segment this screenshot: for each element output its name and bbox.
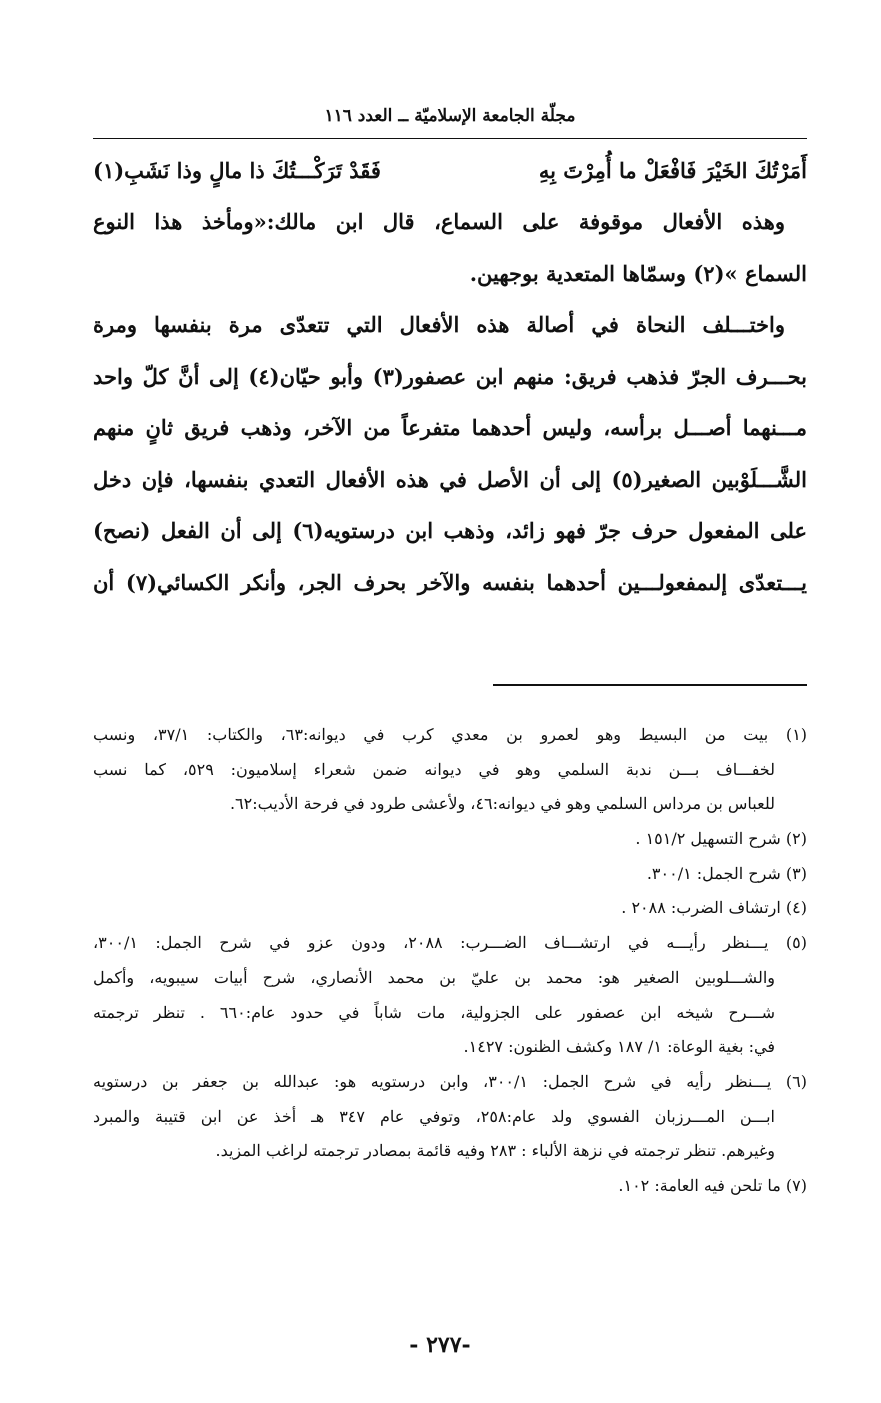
footnote-line: (٣) شرح الجمل: ٣٠٠/١. <box>646 863 807 883</box>
body-line: السماع »(٢) وسمّاها المتعدية بوجهين. <box>469 260 807 286</box>
footnote-line: وغيرهم. تنظر ترجمته في نزهة الألباء : ٢٨٣ وفيه قائمة بمصادر ترجمته لراغب المزيد. <box>215 1141 775 1161</box>
footnote-separator <box>493 684 807 686</box>
footnotes <box>93 718 807 1204</box>
body-line: يـــتعدّى إلىمفعولـــين أحدهما بنفسه والآخر بحرف الجر، وأنكر الكسائي(٧) أن <box>93 569 807 595</box>
footnote-line: (٧) ما تلحن فيه العامة: ١٠٢. <box>618 1175 807 1195</box>
footnote-line: شـــرح شيخه ابن عصفور على الجزولية، مات شاباً في حدود عام:٦٦٠ . تنظر ترجمته <box>93 1002 776 1022</box>
body-line: واختـــلف النحاة في أصالة هذه الأفعال التي تتعدّى مرة بنفسها ومرة <box>93 312 785 337</box>
body-line: وهذه الأفعال موقوفة على السماع، قال ابن مالك:«ومأخذ هذا النوع <box>93 209 785 234</box>
footnote-line: والشـــلوبين الصغير هو: محمد بن عليّ بن محمد الأنصاري، شرح أبيات سيبويه، وأكمل <box>93 967 775 987</box>
footnote-line: للعباس بن مرداس السلمي وهو في ديوانه:٤٦، ولأعشى طرود في فرحة الأديب:٦٢. <box>229 794 775 814</box>
footnote-line: في: بغية الوعاة: ١/ ١٨٧ وكشف الظنون: ١٤٢٧. <box>463 1037 775 1057</box>
footnote-line: (٦) يـــنظر رأيه في شرح الجمل: ٣٠٠/١، وابن درستويه هو: عبدالله بن جعفر بن درستويه <box>93 1071 807 1091</box>
body-text <box>93 196 807 608</box>
page-number: -٢٧٧ - <box>409 1332 471 1358</box>
body-line: الشَّـــلَوْبين الصغير(٥) إلى أن الأصل في هذه الأفعال التعدي بنفسها، فإن دخل <box>93 466 807 492</box>
verse-second-hemistich: فَقَدْ تَرَكْـــتُكَ ذا مالٍ وذا نَشَبِ(١) <box>93 158 381 183</box>
footnote-line: (١) بيت من البسيط وهو لعمرو بن معدي كرب في ديوانه:٦٣، والكتاب: ٣٧/١، ونسب <box>93 725 807 744</box>
running-header: مجلّة الجامعة الإسلاميّة ــ العدد ١١٦ <box>324 106 576 126</box>
footnote-line: (٥) يـــنظر رأيـــه في ارتشـــاف الضـــرب: ٢٠٨٨، ودون عزو في شرح الجمل: ٣٠٠/١، <box>93 933 807 953</box>
footnote-line: لخفـــاف بـــن ندبة السلمي وهو في ديوانه ضمن شعراء إسلاميون: ٥٢٩، كما نسب <box>93 759 775 779</box>
footnote-line: (٤) ارتشاف الضرب: ٢٠٨٨ . <box>621 898 807 918</box>
verse-first-hemistich: أَمَرْتُكَ الخَيْرَ فَافْعَلْ ما أُمِرْتَ بِهِ <box>538 158 807 183</box>
body-line: على المفعول حرف جرّ فهو زائد، وذهب ابن درستويه(٦) إلى أن الفعل (نصح) <box>93 518 807 543</box>
body-line: بحـــرف الجرّ فذهب فريق: منهم ابن عصفور(٣) وأبو حيّان(٤) إلى أنَّ كلّ واحد <box>93 363 807 389</box>
poetry-verse <box>93 146 807 196</box>
footnote-line: (٢) شرح التسهيل ١٥١/٢ . <box>635 829 807 849</box>
header-rule <box>93 138 807 139</box>
footnote-line: ابـــن المـــرزبان الفسوي ولد عام:٢٥٨، وتوفي عام ٣٤٧ هـ أخذ عن ابن قتيبة والمبرد <box>93 1106 775 1126</box>
body-line: مـــنهما أصـــل برأسه، وليس أحدهما متفرعاً من الآخر، وذهب فريق ثانٍ منهم <box>93 415 807 440</box>
